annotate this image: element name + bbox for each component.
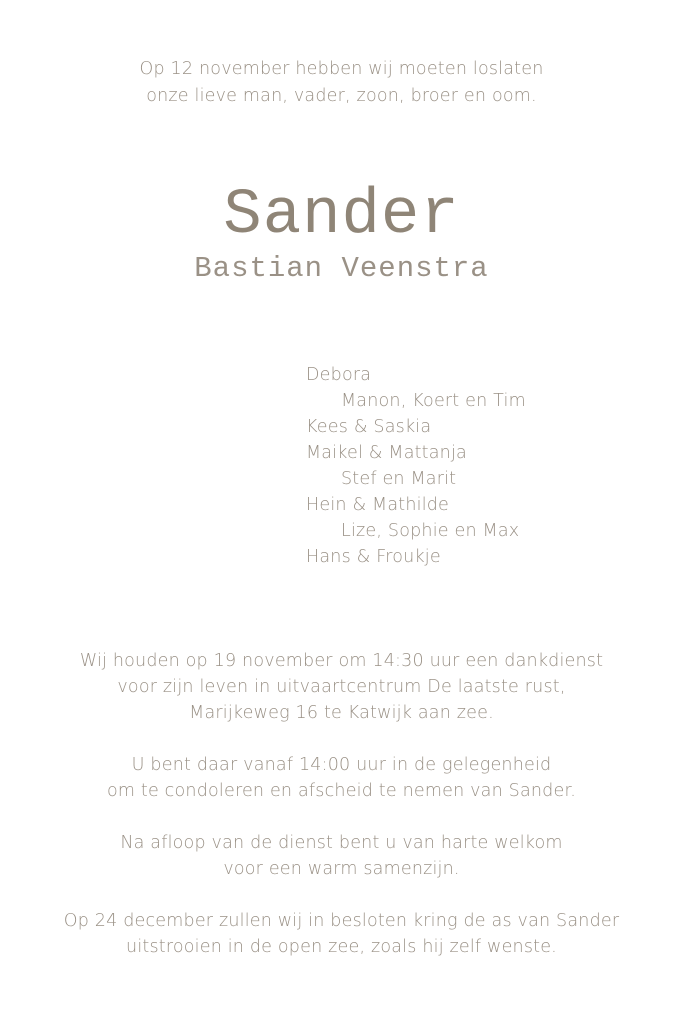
- ashes-line: Op 24 december zullen wij in besloten kring de as van Sander: [63, 911, 620, 931]
- service-line: Wij houden op 19 november om 14:30 uur een dankdienst: [79, 651, 604, 671]
- service-details: [0, 648, 683, 986]
- family-list: [306, 362, 666, 570]
- family-member: Kees & Saskia: [306, 417, 432, 437]
- family-member: Stef en Marit: [341, 469, 457, 489]
- full-name: Bastian Veenstra: [194, 252, 489, 285]
- family-member: Manon, Koert en Tim: [341, 391, 526, 411]
- first-name: Sander: [223, 180, 460, 252]
- intro-line-1: Op 12 november hebben wij moeten loslaten: [139, 59, 544, 79]
- family-member: Maikel & Mattanja: [306, 443, 467, 463]
- family-member: Hein & Mathilde: [306, 495, 450, 515]
- ashes-paragraph: [0, 908, 683, 960]
- service-line: Marijkeweg 16 te Katwijk aan zee.: [189, 703, 494, 723]
- service-line: voor zijn leven in uitvaartcentrum De laatste rust,: [117, 677, 566, 697]
- family-member: Debora: [306, 365, 372, 385]
- gathering-paragraph: [0, 830, 683, 882]
- family-member: Hans & Froukje: [306, 547, 441, 567]
- family-member: Lize, Sophie en Max: [341, 521, 520, 541]
- condolence-line: om te condoleren en afscheid te nemen van Sander.: [106, 781, 577, 801]
- gathering-line: voor een warm samenzijn.: [223, 859, 460, 879]
- gathering-line: Na afloop van de dienst bent u van harte welkom: [120, 833, 563, 853]
- service-paragraph: [0, 648, 683, 726]
- intro-line-2: onze lieve man, vader, zoon, broer en oom.: [146, 86, 537, 106]
- intro-text: [0, 56, 683, 110]
- ashes-line: uitstrooien in de open zee, zoals hij zelf wenste.: [126, 937, 557, 957]
- condolence-line: U bent daar vanaf 14:00 uur in de gelegenheid: [131, 755, 552, 775]
- condolence-paragraph: [0, 752, 683, 804]
